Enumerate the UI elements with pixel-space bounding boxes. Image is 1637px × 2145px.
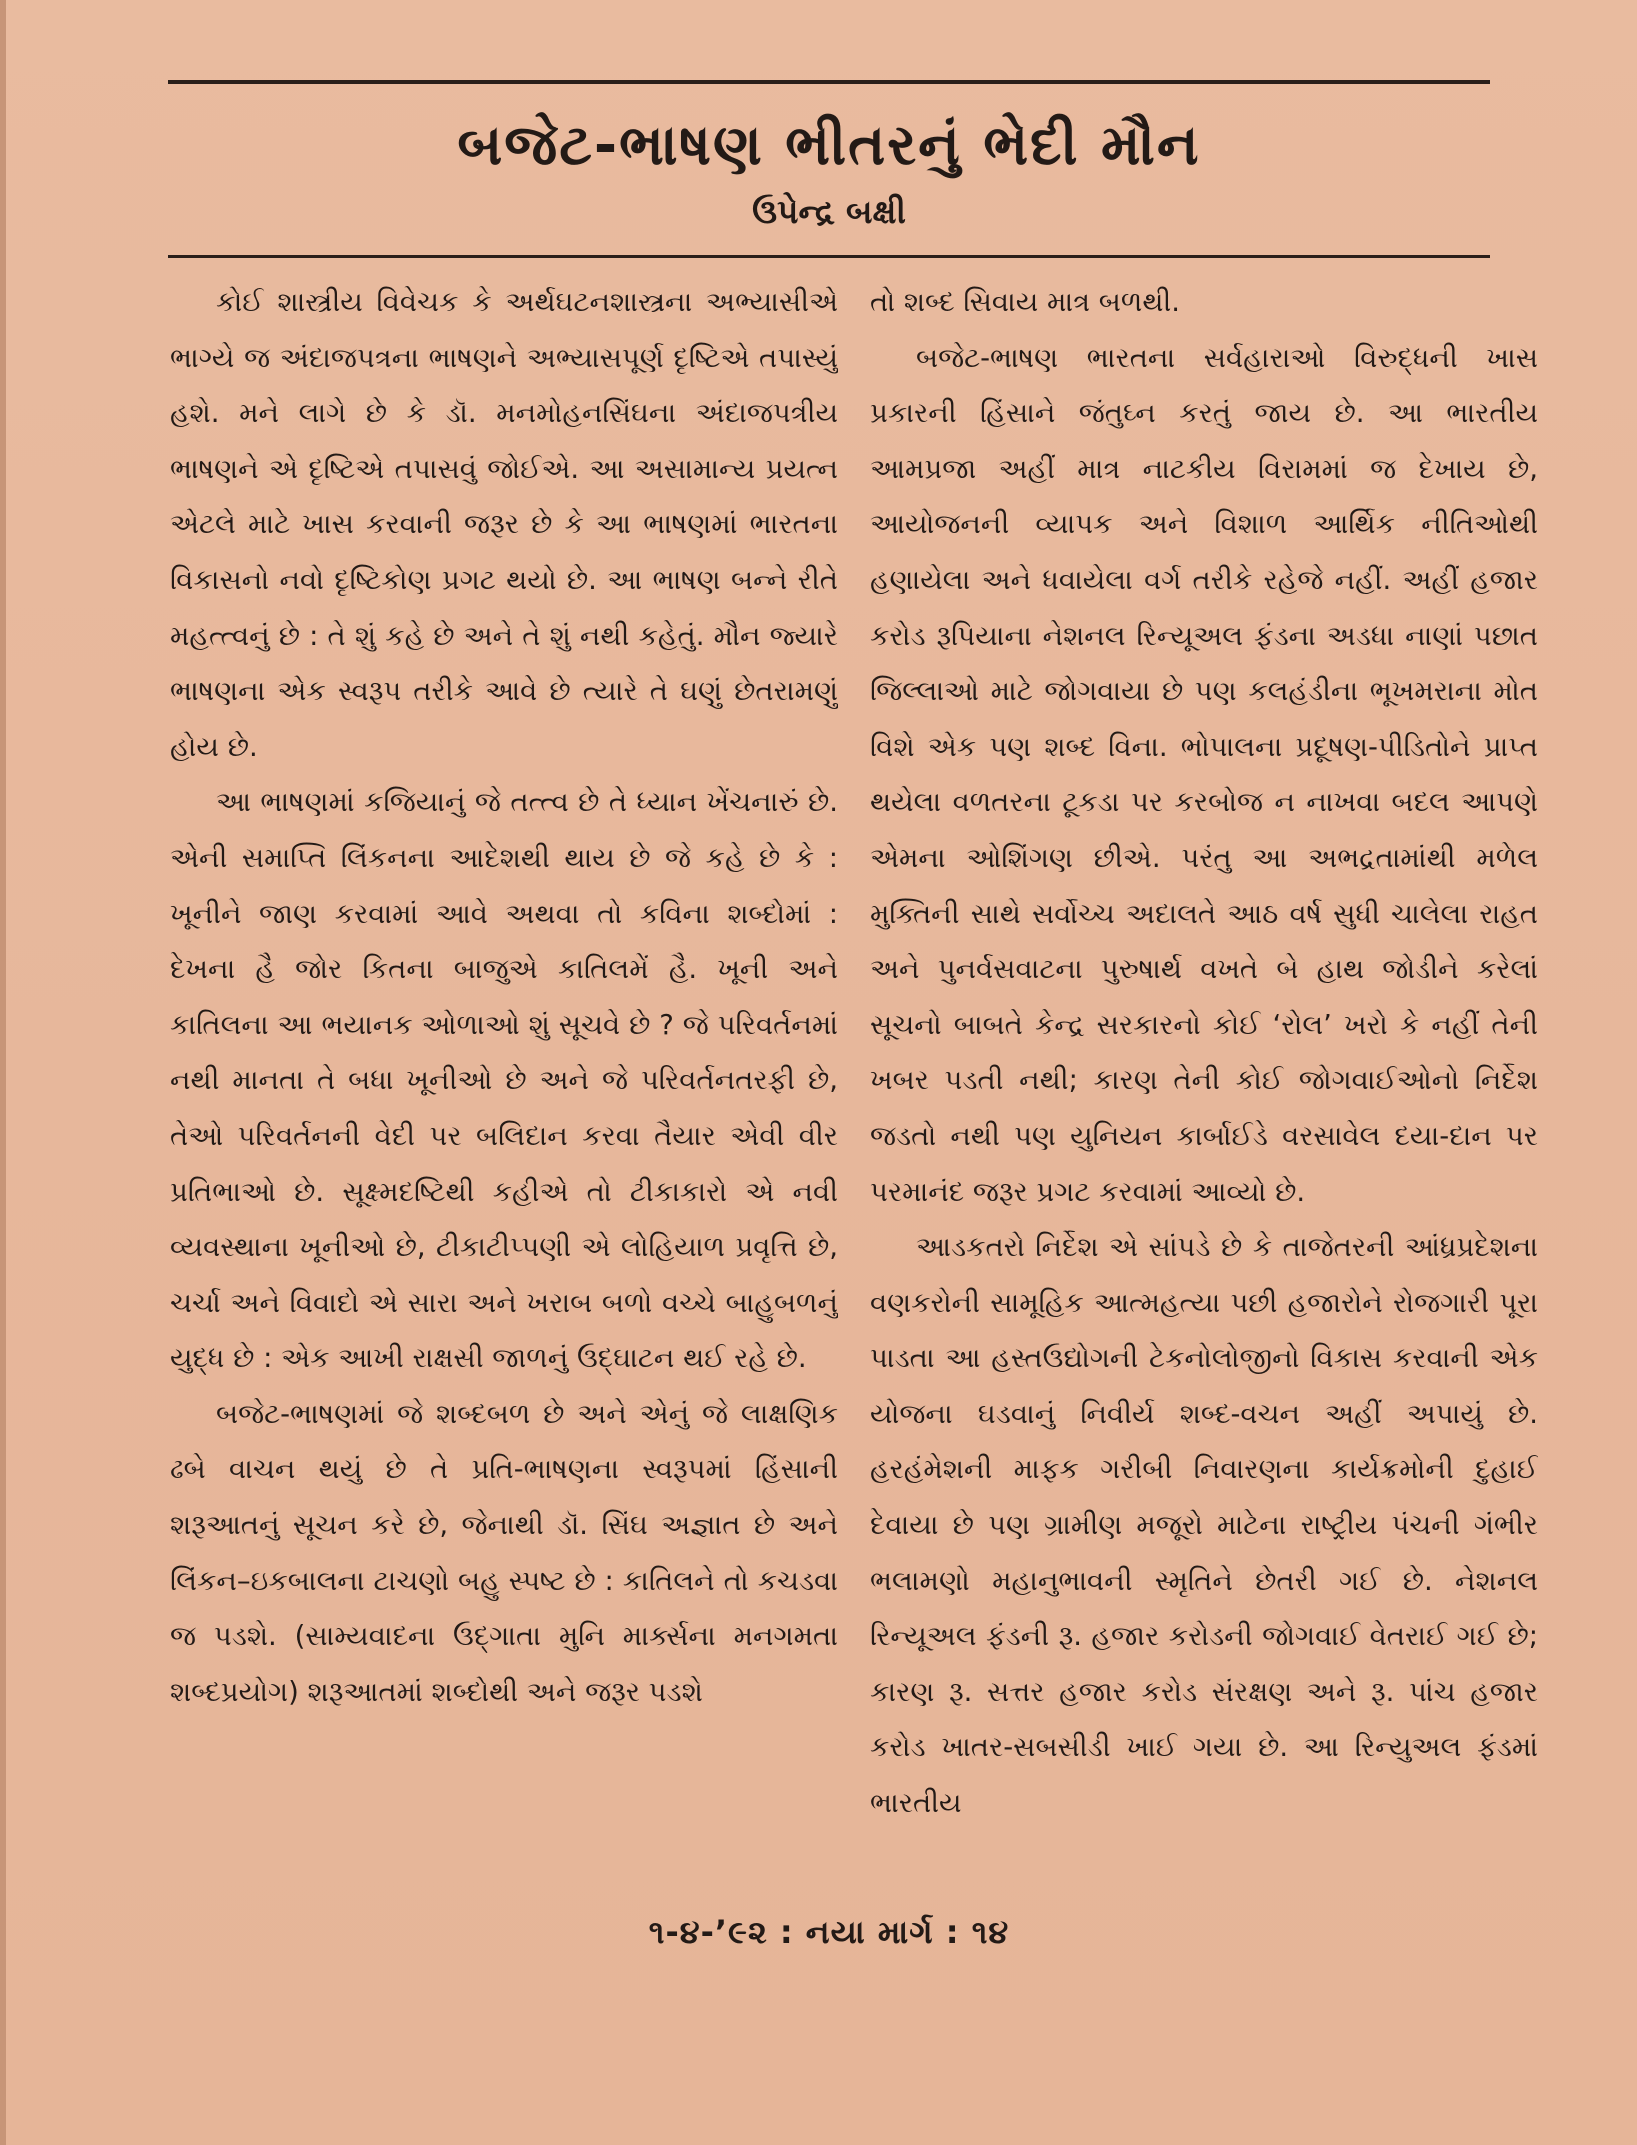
page-edge-shadow: [0, 0, 6, 2145]
left-column: [170, 275, 838, 1935]
paragraph: બજેટ-ભાષણ ભારતના સર્વહારાઓ વિરુદ્ધની ખાસ પ્રકારની હિંસાને જંતુઘ્ન કરતું જાય છે. આ ભારતીય આમપ્રજા અહીં માત્ર નાટકીય વિરામમાં જ દેખાય છે, આયોજનની વ્યાપક અને વિશાળ આર્થિક નીતિઓથી હણાયેલા અને ધવાયેલા વર્ગ તરીકે રહેજે નહીં. અહીં હજાર કરોડ રૂપિયાના નેશનલ રિન્યૂઅલ ફંડના અડધા નાણાં પછાત જિલ્લાઓ માટે જોગવાયા છે પણ કલહંડીના ભૂખમરાના મોત વિશે એક પણ શબ્દ વિના. ભોપાલના પ્રદૂષણ-પીડિતોને પ્રાપ્ત થયેલા વળતરના ટૂકડા પર કરબોજ ન નાખવા બદલ આપણે એમના ઓશિંગણ છીએ. પરંતુ આ અભદ્રતામાંથી મળેલ મુક્તિની સાથે સર્વોચ્ચ અદાલતે આઠ વર્ષ સુધી ચાલેલા રાહત અને પુનર્વસવાટના પુરુષાર્થ વખતે બે હાથ જોડીને કરેલાં સૂચનો બાબતે કેન્દ્ર સરકારનો કોઈ ‘રોલ’ ખરો કે નહીં તેની ખબર પડતી નથી; કારણ તેની કોઈ જોગવાઈઓનો નિર્દેશ જડતો નથી પણ યુનિયન કાર્બાઈડે વરસાવેલ દયા-દાન પર પરમાનંદ જરૂર પ્રગટ કરવામાં આવ્યો છે.: [870, 341, 1538, 1208]
header-rule: [168, 255, 1490, 258]
top-rule: [168, 80, 1490, 84]
paragraph: આડકતરો નિર્દેશ એ સાંપડે છે કે તાજેતરની આંધ્રપ્રદેશના વણકરોની સામૂહિક આત્મહત્યા પછી હજારોને રોજગારી પૂરા પાડતા આ હસ્તઉદ્યોગની ટેકનોલોજીનો વિકાસ કરવાની એક યોજના ઘડવાનું નિવીર્ય શબ્દ-વચન અહીં અપાયું છે. હરહંમેશની માફક ગરીબી નિવારણના કાર્યક્રમોની દુહાઈ દેવાયા છે પણ ગ્રામીણ મજૂરો માટેના રાષ્ટ્રીય પંચની ગંભીર ભલામણો મહાનુભાવની સ્મૃતિને છેતરી ગઈ છે. નેશનલ રિન્યૂઅલ ફંડની રૂ. હજાર કરોડની જોગવાઈ વેતરાઈ ગઈ છે; કારણ રૂ. સત્તર હજાર કરોડ સંરક્ષણ અને રૂ. પાંચ હજાર કરોડ ખાતર-સબસીડી ખાઈ ગયા છે. આ રિન્યુઅલ ફંડમાં ભારતીય: [870, 1231, 1538, 1820]
right-column: [870, 275, 1538, 1935]
paragraph: આ ભાષણમાં કજિયાનું જે તત્ત્વ છે તે ધ્યાન ખેંચનારું છે. એની સમાપ્તિ લિંકનના આદેશથી થાય છે જે કહે છે કે : ખૂનીને જાણ કરવામાં આવે અથવા તો કવિના શબ્દોમાં : દેખના હૈ જોર કિતના બાજુએ કાતિલમેં હૈ. ખૂની અને કાતિલના આ ભયાનક ઓળાઓ શું સૂચવે છે ? જે પરિવર્તનમાં નથી માનતા તે બધા ખૂનીઓ છે અને જે પરિવર્તનતરફી છે, તેઓ પરિવર્તનની વેદી પર બલિદાન કરવા તૈયાર એવી વીર પ્રતિભાઓ છે. સૂક્ષ્મદષ્ટિથી કહીએ તો ટીકાકારો એ નવી વ્યવસ્થાના ખૂનીઓ છે, ટીકાટીપ્પણી એ લોહિયાળ પ્રવૃત્તિ છે, ચર્ચા અને વિવાદો એ સારા અને ખરાબ બળો વચ્ચે બાહુબળનું યુદ્ધ છે : એક આખી રાક્ષસી જાળનું ઉદ્‌ઘાટન થઈ રહે છે.: [170, 786, 838, 1375]
article-author: ઉપેન્દ્ર બક્ષી: [752, 192, 906, 231]
paragraph: બજેટ-ભાષણમાં જે શબ્દબળ છે અને એનું જે લાક્ષણિક ઢબે વાચન થયું છે તે પ્રતિ-ભાષણના સ્વરૂપમાં હિંસાની શરૂઆતનું સૂચન કરે છે, જેનાથી ડૉ. સિંઘ અજ્ઞાત છે અને લિંકન–ઇકબાલના ટાચણો બહુ સ્પષ્ટ છે : કાતિલને તો કચડવા જ પડશે. (સામ્યવાદના ઉદ્‌ગાતા મુનિ માર્ક્સના મનગમતા શબ્દપ્રયોગ) શરૂઆતમાં શબ્દોથી અને જરૂર પડશે: [170, 1397, 838, 1708]
paragraph: તો શબ્દ સિવાય માત્ર બળથી.: [870, 286, 1181, 318]
page-footer: ૧-૪-’૯૨ : નયા માર્ગ : ૧૪: [648, 1913, 1010, 1951]
paragraph: કોઈ શાસ્ત્રીય વિવેચક કે અર્થઘટનશાસ્ત્રના અભ્યાસીએ ભાગ્યે જ અંદાજપત્રના ભાષણને અભ્યાસપૂર્ણ દૃષ્ટિએ તપાસ્યું હશે. મને લાગે છે કે ડૉ. મનમોહનસિંઘના અંદાજપત્રીય ભાષણને એ દૃષ્ટિએ તપાસવું જોઈએ. આ અસામાન્ય પ્રયત્ન એટલે માટે ખાસ કરવાની જરૂર છે કે આ ભાષણમાં ભારતના વિકાસનો નવો દૃષ્ટિકોણ પ્રગટ થયો છે. આ ભાષણ બન્ને રીતે મહત્ત્વનું છે : તે શું કહે છે અને તે શું નથી કહેતું. મૌન જ્યારે ભાષણના એક સ્વરૂપ તરીકે આવે છે ત્યારે તે ઘણું છેતરામણું હોય છે.: [170, 286, 838, 763]
article-title: બજેટ-ભાષણ ભીતરનું ભેદી મૌન: [457, 113, 1201, 178]
